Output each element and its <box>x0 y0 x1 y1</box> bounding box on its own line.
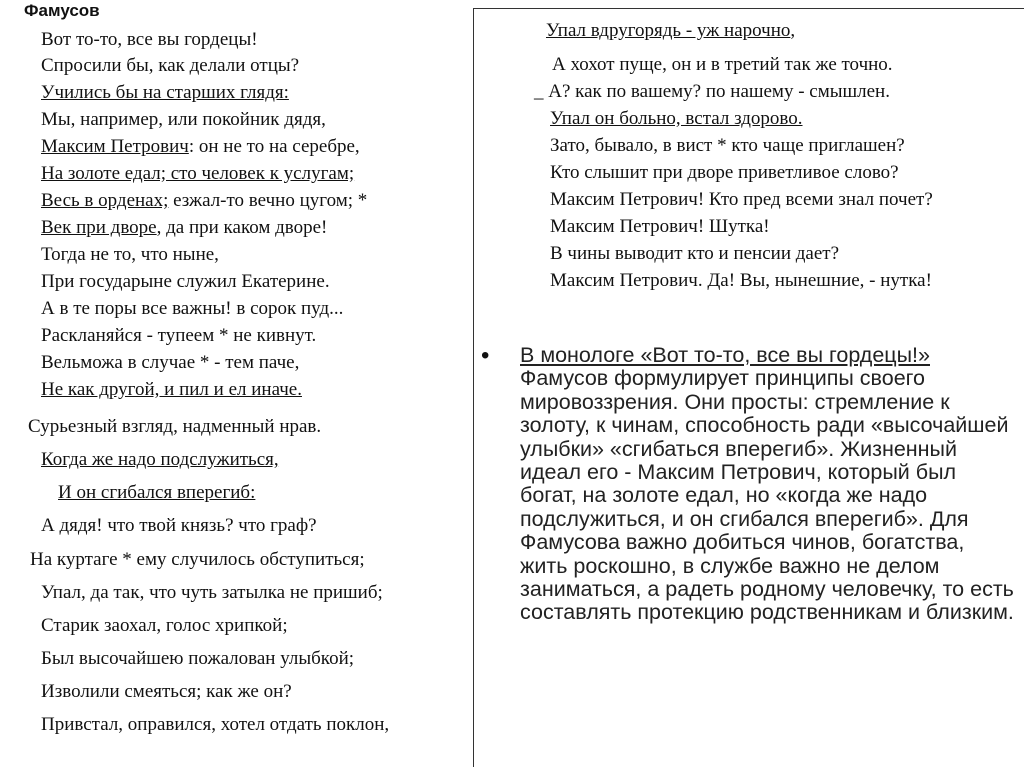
underlined-phrase: И он сгибался вперегиб: <box>58 482 256 503</box>
underlined-phrase: Упал он больно, встал здорово. <box>550 108 803 129</box>
left-verse-line <box>30 549 365 571</box>
right-verse-line <box>546 20 795 42</box>
left-verse-line <box>41 109 326 131</box>
right-verse-line <box>550 216 770 238</box>
left-verse-line <box>41 55 299 77</box>
verse-text: Мы, например, или покойник дядя, <box>41 109 326 130</box>
verse-text: Упал, да так, что чуть затылка не пришиб; <box>41 582 383 603</box>
left-verse-line <box>41 29 258 51</box>
right-verse-line <box>550 270 932 292</box>
verse-text: При государыне служил Екатерине. <box>41 271 330 292</box>
left-verse-line <box>58 482 255 504</box>
right-verse-line <box>552 54 893 76</box>
left-verse-line <box>28 416 321 438</box>
underlined-phrase: Максим Петрович <box>41 136 189 157</box>
right-verse-line <box>534 81 890 103</box>
right-verse-line <box>550 162 899 184</box>
right-verse-line <box>550 108 803 130</box>
column-divider <box>473 8 474 767</box>
left-verse-line <box>41 582 383 604</box>
left-verse-line <box>41 648 354 670</box>
verse-text: Зато, бывало, в вист * кто чаще приглашен? <box>550 135 905 156</box>
verse-text: Максим Петрович! Кто пред всеми знал почет? <box>550 189 933 210</box>
left-verse-line <box>41 271 330 293</box>
left-verse-line <box>41 217 327 239</box>
underlined-phrase: Когда же надо подслужиться, <box>41 449 279 470</box>
verse-text: А в те поры все важны! в сорок пуд... <box>41 298 344 319</box>
verse-text: Максим Петрович! Шутка! <box>550 216 770 237</box>
left-verse-line <box>41 136 360 158</box>
speaker-name: Фамусов <box>24 1 100 20</box>
right-verse-line <box>550 243 839 265</box>
verse-text: езжал-то вечно цугом; * <box>168 190 368 211</box>
left-verse-line <box>41 379 302 401</box>
underlined-phrase: Упал вдругорядь - уж нарочно <box>546 20 791 41</box>
underlined-phrase: Не как другой, и пил и ел иначе. <box>41 379 302 400</box>
verse-text: Тогда не то, что ныне, <box>41 244 219 265</box>
right-panel-top-border <box>473 8 1024 9</box>
bullet-marker: • <box>481 342 490 369</box>
verse-text: Изволили смеяться; как же он? <box>41 681 292 702</box>
verse-text: _ А? как по вашему? по нашему - смышлен. <box>534 81 890 102</box>
left-verse-line <box>41 515 317 537</box>
verse-text: Старик заохал, голос хрипкой; <box>41 615 288 636</box>
left-verse-line <box>41 82 289 104</box>
left-verse-line <box>41 449 279 471</box>
verse-text: Сурьезный взгляд, надменный нрав. <box>28 416 322 437</box>
left-verse-line <box>41 352 299 374</box>
verse-text: В чины выводит кто и пенсии дает? <box>550 243 840 264</box>
verse-text: Вельможа в случае * - тем паче, <box>41 352 300 373</box>
verse-text: На куртаге * ему случилось обступиться; <box>30 549 365 570</box>
verse-text: А хохот пуще, он и в третий так же точно. <box>552 54 893 75</box>
underlined-phrase: Весь в орденах; <box>41 190 169 211</box>
left-verse-line <box>41 298 343 320</box>
right-verse-line <box>550 135 905 157</box>
verse-text: Привстал, оправился, хотел отдать поклон, <box>41 714 390 735</box>
verse-text: Спросили бы, как делали отцы? <box>41 55 300 76</box>
underlined-phrase: На золоте едал; сто человек к услугам; <box>41 163 355 184</box>
verse-text: Вот то-то, все вы гордецы! <box>41 29 258 50</box>
verse-text: , <box>790 20 796 41</box>
commentary-paragraph <box>520 344 1016 625</box>
verse-text: : он не то на серебре, <box>188 136 360 157</box>
left-verse-line <box>41 714 389 736</box>
underlined-phrase: Век при дворе <box>41 217 157 238</box>
verse-text: Раскланяйся - тупеем * не кивнут. <box>41 325 317 346</box>
verse-text: , да при каком дворе! <box>156 217 328 238</box>
commentary-lead: В монологе «Вот то-то, все вы гордецы!» <box>520 343 930 367</box>
right-verse-line <box>550 189 933 211</box>
left-verse-line <box>41 190 367 212</box>
left-verse-line <box>41 163 354 185</box>
left-verse-line <box>41 325 316 347</box>
verse-text: Кто слышит при дворе приветливое слово? <box>550 162 899 183</box>
verse-text: А дядя! что твой князь? что граф? <box>41 515 317 536</box>
left-verse-line <box>41 244 219 266</box>
verse-text: Был высочайшею пожалован улыбкой; <box>41 648 355 669</box>
underlined-phrase: Учились бы на старших глядя: <box>41 82 289 103</box>
left-verse-line <box>41 615 288 637</box>
left-verse-line <box>41 681 292 703</box>
commentary-body: Фамусов формулирует принципы своего мировоззрения. Они просты: стремление к золоту, к чинам, способность ради «высочайшей улыбки» «сгибаться вперегиб». Жизненный идеал его - Максим Петрович, который был богат, на золоте едал, но «когда же надо подслужиться, и он сгибался вперегиб». Для Фамусова важно добиться чинов, богатства, жить роскошно, в службе важно не делом заниматься, а радеть родному человечку, то есть составлять протекцию родственникам и близким. <box>520 366 1014 625</box>
verse-text: Максим Петрович. Да! Вы, нынешние, - нутка! <box>550 270 932 291</box>
